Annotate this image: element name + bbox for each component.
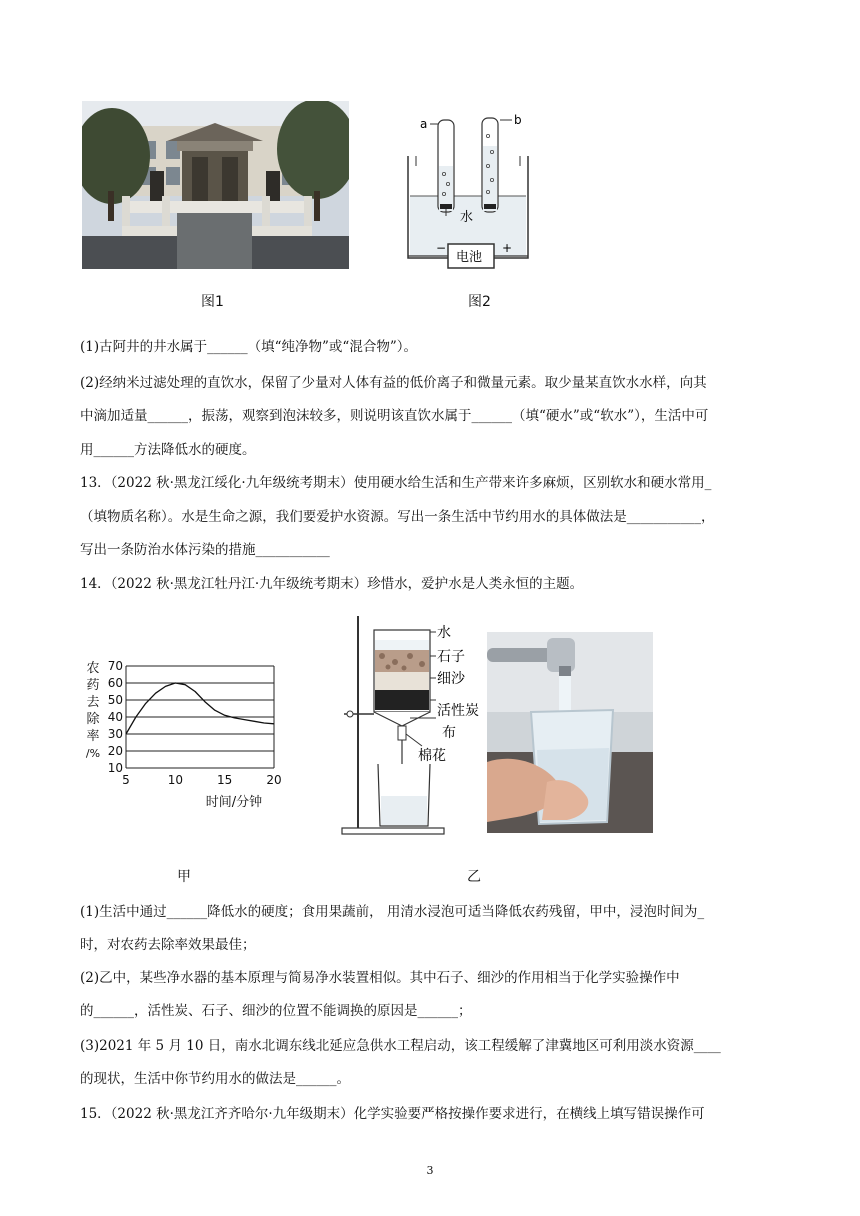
page-number: 3: [426, 1164, 434, 1177]
q14-part3-line1: (3)2021 年 5 月 10 日，南水北调东线北延应急供水工程启动，该工程缓解了津冀地区可利用淡水资源____: [80, 1038, 721, 1054]
y-tick-label: 70: [107, 660, 123, 673]
ylabel-char: 率: [86, 729, 100, 744]
y-tick-label: 20: [107, 744, 123, 758]
x-tick-label: 10: [167, 773, 183, 787]
ylabel-char: 药: [86, 678, 100, 693]
line-chart: [102, 660, 314, 810]
q13-line2: （填物质名称）。水是生命之源，我们要爱护水资源。写出一条生活中节约用水的具体做法是___________，: [80, 509, 715, 525]
q14-part3-line2: 的现状，生活中你节约用水的做法是______。: [80, 1071, 350, 1087]
ylabel-char: 农: [86, 661, 100, 676]
label-stones: 石子: [437, 649, 465, 665]
label-b: b: [514, 113, 522, 127]
q13-line1: 13．（2022 秋·黑龙江绥化·九年级统考期末）使用硬水给生活和生产带来许多麻烦，区别软水和硬水常用_: [80, 475, 712, 491]
q14-part1-line2: 时，对农药去除率效果最佳；: [80, 937, 256, 953]
label-activated-carbon: 活性炭: [437, 703, 479, 719]
figure-jia-chart: [84, 660, 314, 810]
figure-yi-caption: 乙: [467, 869, 481, 885]
figure1-photo: [82, 101, 349, 269]
q14-part1-line1: (1)生活中通过______降低水的硬度；食用果蔬前， 用清水浸泡可适当降低农药残留，甲中，浸泡时间为_: [80, 904, 705, 920]
figure1-caption: 图1: [201, 294, 224, 310]
ancient-well-photo: [82, 101, 349, 269]
y-tick-label: 60: [107, 676, 123, 690]
figure-yi-water-filter-diagram: [340, 614, 490, 836]
x-tick-label: 20: [266, 773, 282, 787]
figure2-electrolysis-diagram: [398, 106, 538, 276]
label-cotton: 棉花: [418, 748, 446, 764]
q12-part1: (1)古阿井的井水属于______（填“纯净物”或“混合物”）。: [80, 339, 417, 355]
label-water: 水: [437, 625, 451, 641]
x-tick-label: 5: [122, 773, 130, 787]
battery-label: 电池: [456, 250, 483, 265]
ylabel-char: 去: [86, 695, 100, 710]
label-cloth: 布: [442, 725, 456, 741]
q14-part2-line2: 的______，活性炭、石子、细沙的位置不能调换的原因是______；: [80, 1003, 472, 1019]
q12-part2-line3: 用______方法降低水的硬度。: [80, 442, 256, 458]
tap-water-photo: [487, 632, 653, 833]
y-tick-label: 50: [107, 693, 123, 707]
series-line: [126, 683, 274, 734]
y-tick-label: 30: [107, 727, 123, 741]
figure-jia-caption: 甲: [177, 869, 191, 885]
battery-plus: +: [502, 241, 513, 255]
battery-minus: −: [436, 241, 447, 255]
y-tick-label: 10: [107, 761, 123, 775]
q12-part2-line2: 中滴加适量______，振荡，观察到泡沫较多，则说明该直饮水属于______（填“硬水”或“软水”），生活中可: [80, 408, 709, 424]
q14-part2-line1: (2)乙中，某些净水器的基本原理与简易净水装置相似。其中石子、细沙的作用相当于化学实验操作中: [80, 970, 680, 986]
water-label: 水: [460, 210, 474, 225]
ylabel-char: /%: [85, 747, 101, 760]
chart-ylabel: [84, 660, 102, 762]
q13-line3: 写出一条防治水体污染的措施___________: [80, 542, 330, 558]
q14-line1: 14．（2022 秋·黑龙江牡丹江·九年级统考期末）珍惜水，爱护水是人类永恒的主题。: [80, 576, 584, 592]
y-tick-label: 40: [107, 710, 123, 724]
figure2-caption: 图2: [468, 294, 491, 310]
label-a: a: [420, 117, 428, 131]
q12-part2-line1: (2)经纳米过滤处理的直饮水，保留了少量对人体有益的低价离子和微量元素。取少量某直饮水水样，向其: [80, 375, 707, 391]
ylabel-char: 除: [86, 712, 100, 727]
x-tick-label: 15: [217, 773, 233, 787]
x-axis-label: 时间/分钟: [205, 795, 263, 810]
q15-line1: 15．（2022 秋·黑龙江齐齐哈尔·九年级期末）化学实验要严格按操作要求进行，在横线上填写错误操作可: [80, 1106, 705, 1122]
label-sand: 细沙: [437, 671, 465, 687]
